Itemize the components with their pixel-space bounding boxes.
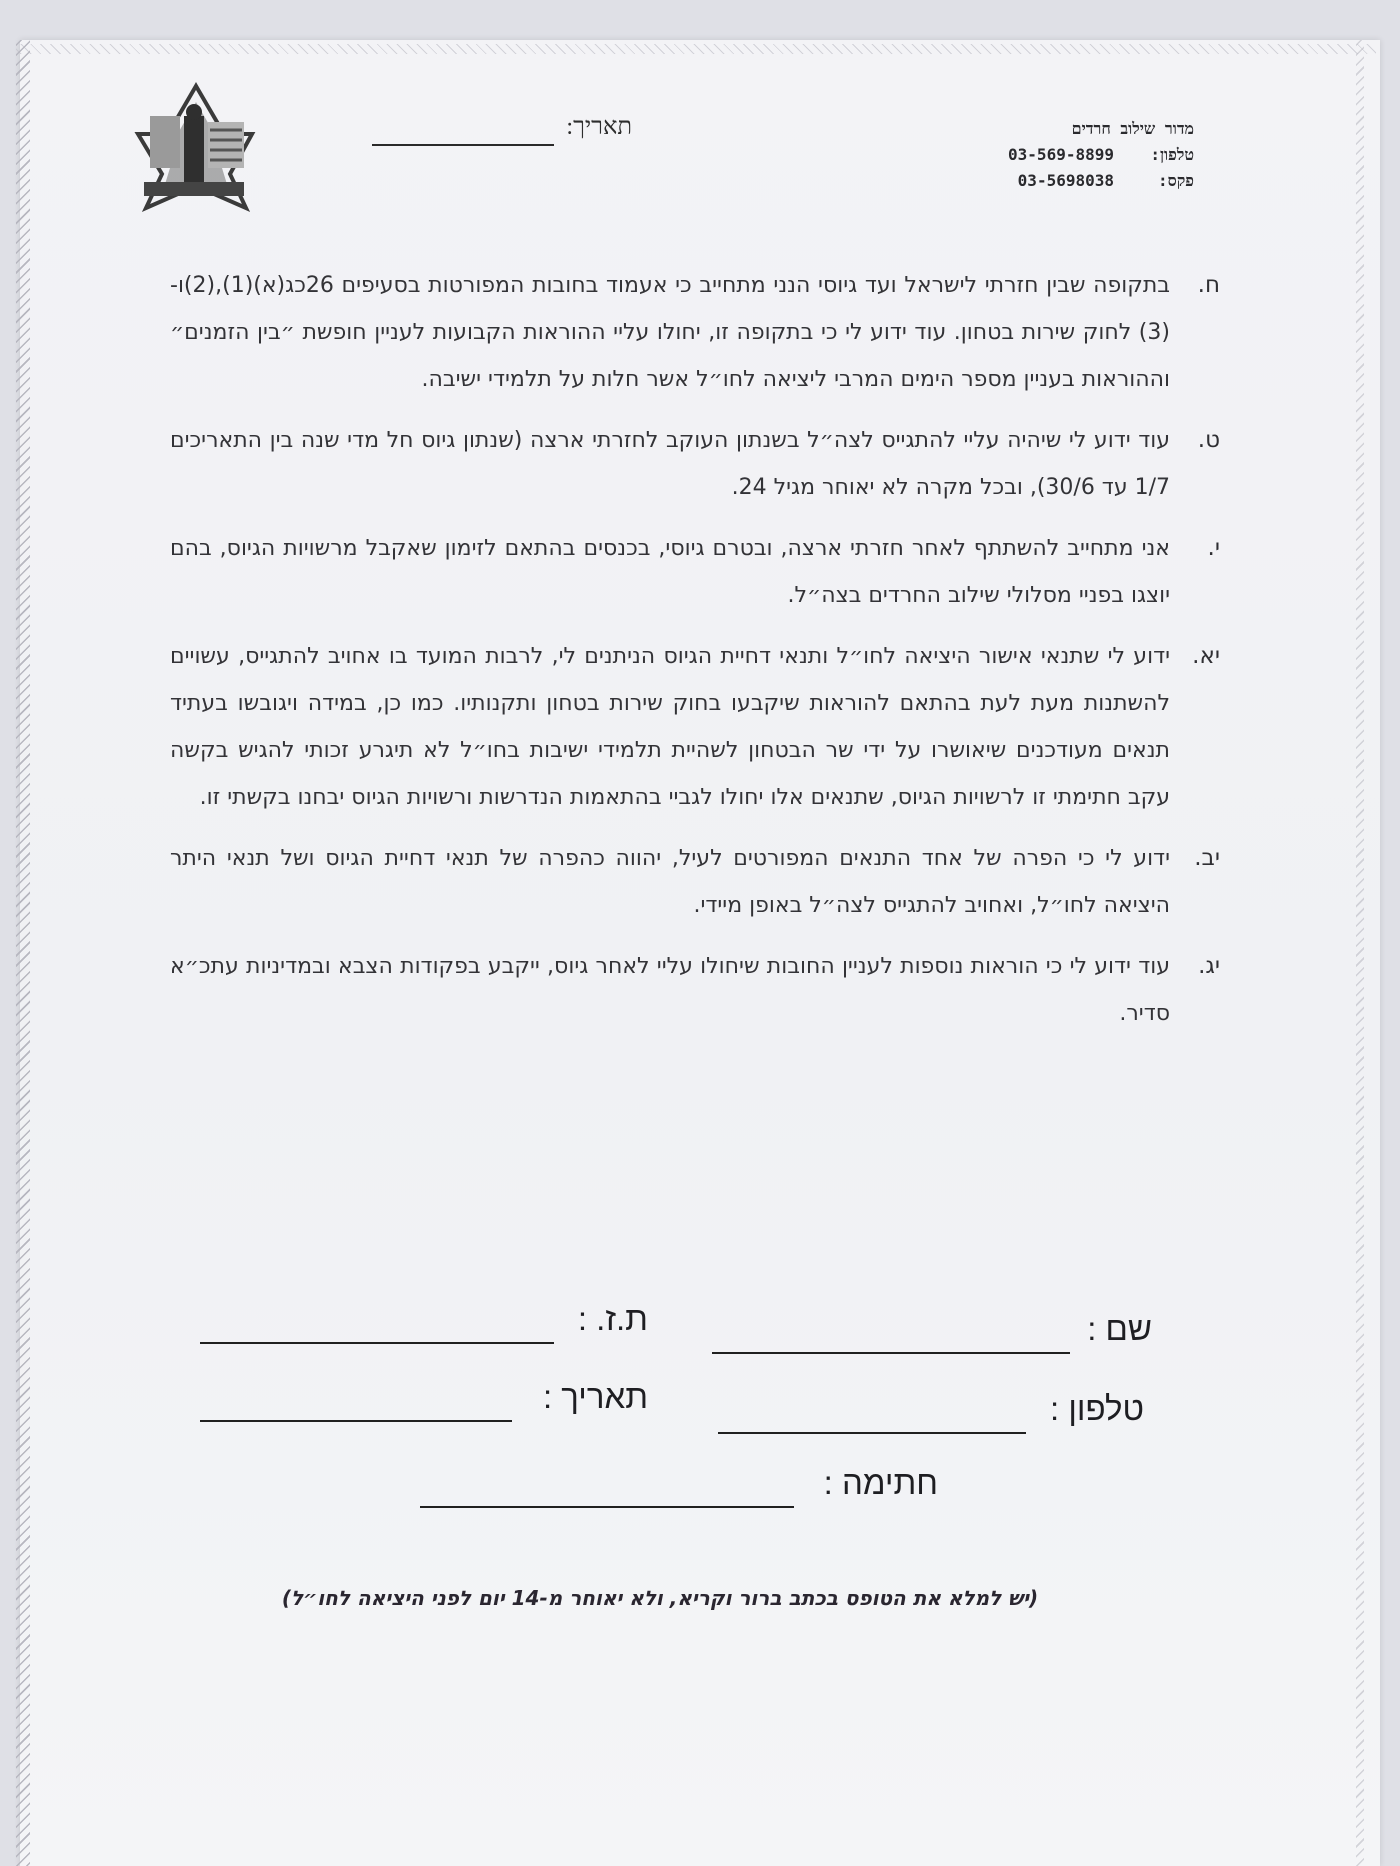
name-label: שם : bbox=[1087, 1310, 1152, 1347]
clause bbox=[170, 417, 1220, 511]
clause-text: ידוע לי כי הפרה של אחד התנאים המפורטים לעיל, יהווה כהפרה של תנאי דחיית הגיוס ושל תנאי היתר היציאה לחו״ל, ואחויב להתגייס לצה״ל באופן מיידי. bbox=[170, 846, 1170, 918]
clause-text: בתקופה שבין חזרתי לישראל ועד גיוסי הנני מתחייב כי אעמוד בחובות המפורטות בסעיפים 26כג(א)(1),(2)ו-(3) לחוק שירות בטחון. עוד ידוע לי כי בתקופה זו, יחולו עליי ההוראות הקבועות לעניין חופשת ״בין הזמנים״ וההוראות בעניין מספר הימים המרבי ליציאה לחו״ל אשר חלות על תלמידי ישיבה. bbox=[170, 273, 1170, 392]
clause bbox=[170, 835, 1220, 929]
clause-text: ידוע לי שתנאי אישור היציאה לחו״ל ותנאי דחיית הגיוס הניתנים לי, לרבות המועד בו אחויב להתגייס, עשויים להשתנות מעת לעת בהתאם להוראות שיקבעו בחוק שירות בטחון ותקנותיו. כמו כן, במידה ויגובשו בעתיד תנאים מעודכנים שיאושרו על ידי שר הבטחון לשהיית תלמידי ישיבות בחו״ל לא תיגרע זכותי להגיש בקשה עקב חתימתי זו לרשויות הגיוס, שתנאים אלו יחולו לגביי בהתאמות הנדרשות ורשויות הגיוס יבחנו בקשתי זו. bbox=[170, 644, 1170, 810]
footnote-instructions: (יש למלא את הטופס בכתב ברור וקריא, ולא יאוחר מ-14 יום לפני היציאה לחו״ל) bbox=[281, 1586, 1039, 1610]
page-top-edge bbox=[16, 44, 1376, 54]
idf-logo-icon bbox=[126, 82, 266, 212]
clause-mark: ח. bbox=[1197, 272, 1220, 298]
org-fax: 03-5698038 bbox=[1017, 171, 1114, 190]
name-field[interactable] bbox=[712, 1310, 1152, 1354]
header-date-label: תאריך: bbox=[566, 114, 632, 140]
clause bbox=[170, 943, 1220, 1037]
clause-text: אני מתחייב להשתתף לאחר חזרתי ארצה, ובטרם גיוסי, בכנסים בהתאם לזימון שאקבל מרשויות הגיוס, בהם יוצגו בפניי מסלולי שילוב החרדים בצה״ל. bbox=[170, 536, 1170, 608]
header-date-field[interactable] bbox=[372, 114, 632, 148]
clause-text: עוד ידוע לי כי הוראות נוספות לעניין החובות שיחולו עליי לאחר גיוס, ייקבע בפקודות הצבא ובמדיניות עתכ״א סדיר. bbox=[170, 954, 1170, 1026]
clauses-list bbox=[170, 262, 1220, 1051]
clause-mark: יג. bbox=[1198, 953, 1220, 979]
signature-label: חתימה : bbox=[823, 1464, 938, 1501]
signature-field[interactable] bbox=[420, 1464, 938, 1508]
header-date-line[interactable] bbox=[372, 144, 554, 146]
phone-field[interactable] bbox=[718, 1390, 1144, 1434]
clause-mark: יא. bbox=[1192, 643, 1220, 669]
clause bbox=[170, 525, 1220, 619]
id-number-label: ת.ז. : bbox=[577, 1300, 648, 1337]
clause bbox=[170, 633, 1220, 821]
org-header bbox=[976, 116, 1194, 194]
phone-label: טלפון: bbox=[1150, 145, 1194, 164]
signature-line[interactable] bbox=[420, 1506, 794, 1508]
name-line[interactable] bbox=[712, 1352, 1070, 1354]
id-number-field[interactable] bbox=[200, 1300, 648, 1344]
clause-mark: יב. bbox=[1194, 845, 1220, 871]
org-phone: 03-569-8899 bbox=[1008, 145, 1114, 164]
fax-label: פקס: bbox=[1158, 171, 1194, 190]
date-line[interactable] bbox=[200, 1420, 512, 1422]
clause-mark: י. bbox=[1207, 535, 1220, 561]
date-field-label: תאריך : bbox=[542, 1378, 648, 1415]
phone-line[interactable] bbox=[718, 1432, 1026, 1434]
phone-field-label: טלפון : bbox=[1050, 1390, 1144, 1427]
page-left-perforation bbox=[16, 40, 30, 1866]
org-name: מדור שילוב חרדים bbox=[1071, 119, 1194, 138]
clause-mark: ט. bbox=[1197, 427, 1220, 453]
date-field[interactable] bbox=[200, 1378, 648, 1422]
id-number-line[interactable] bbox=[200, 1342, 554, 1344]
clause-text: עוד ידוע לי שיהיה עליי להתגייס לצה״ל בשנתון העוקב לחזרתי ארצה (שנתון גיוס חל מדי שנה בין התאריכים 1/7 עד 30/6), ובכל מקרה לא יאוחר מגיל 24. bbox=[170, 428, 1170, 500]
page-right-perforation bbox=[1356, 40, 1364, 1866]
clause bbox=[170, 262, 1220, 403]
